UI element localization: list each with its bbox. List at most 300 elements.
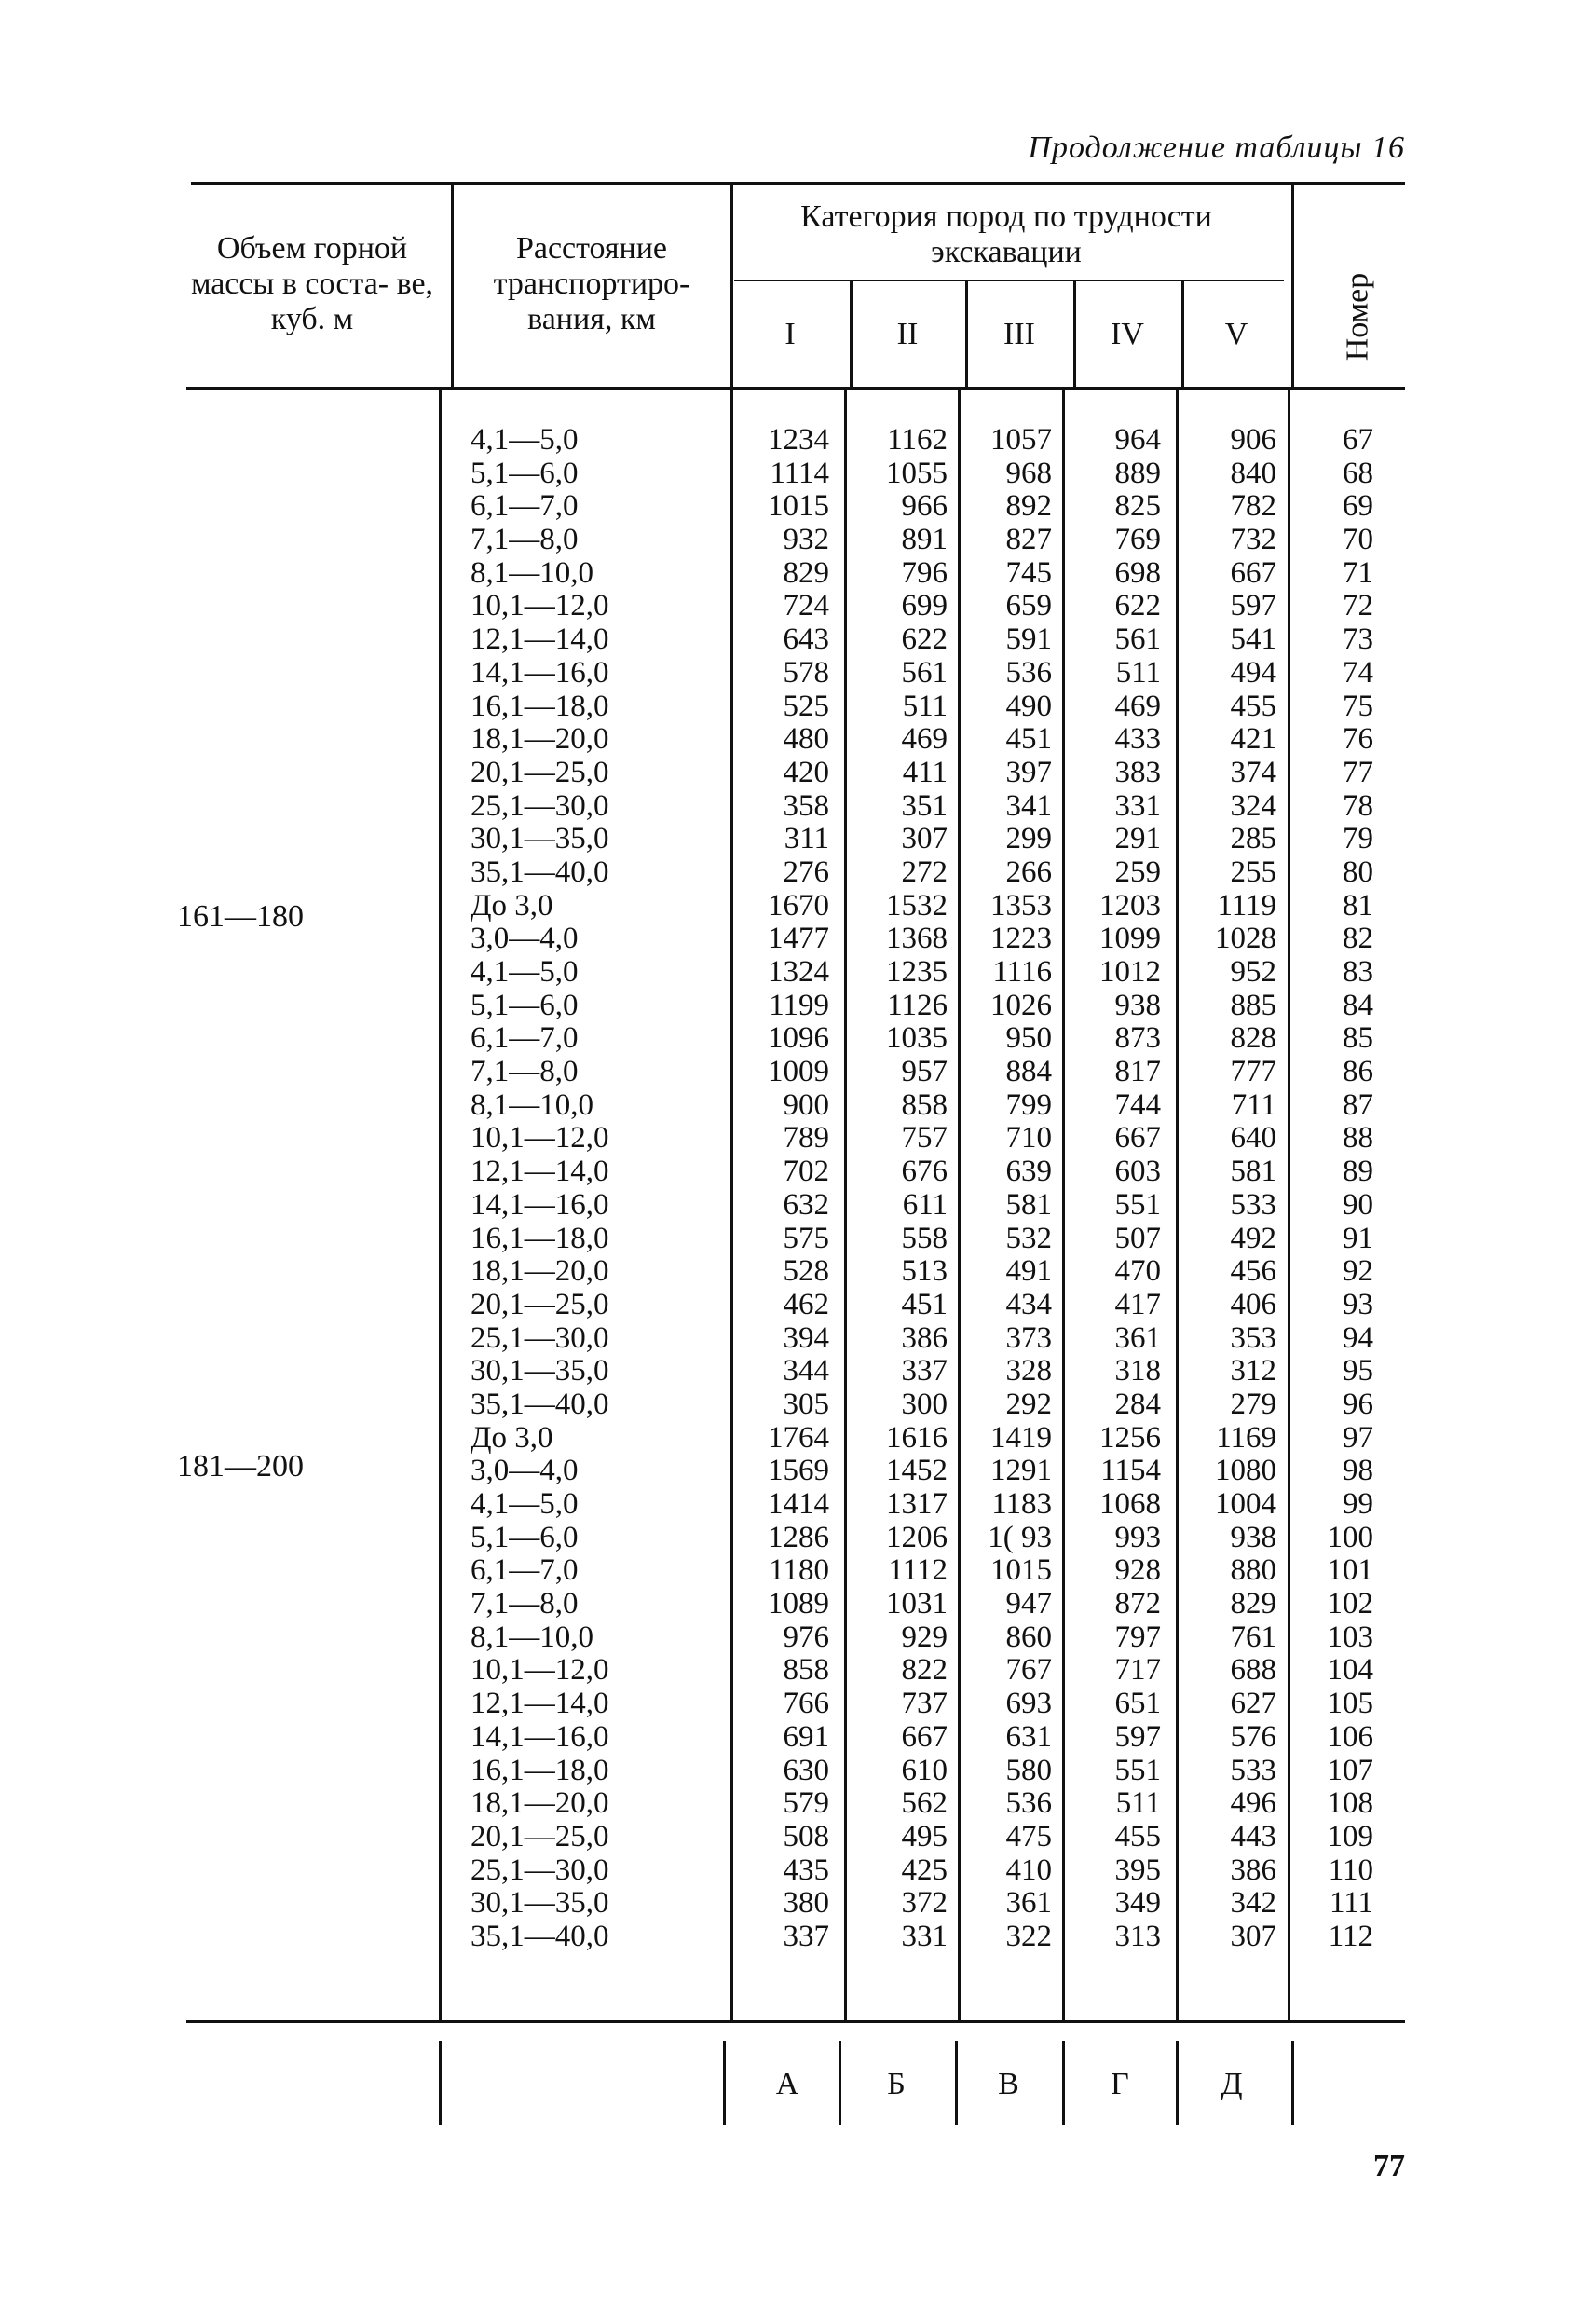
cat1-cell: 508 [783, 1819, 829, 1853]
cat5-cell: 443 [1230, 1819, 1276, 1853]
cat2-cell: 331 [901, 1919, 948, 1953]
cat4-cell: 993 [1114, 1520, 1161, 1554]
cat2-cell: 1235 [886, 955, 948, 989]
cat5-cell: 1028 [1215, 922, 1276, 956]
cat4-cell: 507 [1114, 1221, 1161, 1255]
cat5-cell: 828 [1230, 1021, 1276, 1056]
cat5-cell: 640 [1230, 1121, 1276, 1156]
cat5-cell: 533 [1230, 1753, 1276, 1787]
cat3-cell: 536 [1005, 1786, 1052, 1821]
cat5-cell: 761 [1230, 1620, 1276, 1654]
body-divider-5 [1062, 390, 1065, 2020]
cat3-cell: 639 [1005, 1155, 1052, 1189]
distances-cell: 8,1—10,0 [471, 1087, 593, 1122]
cat5-cell: 342 [1230, 1886, 1276, 1921]
cat5-cell: 312 [1230, 1354, 1276, 1388]
numbers-cell: 85 [1343, 1021, 1373, 1056]
cat3-cell: 947 [1005, 1587, 1052, 1621]
cat3-cell: 745 [1005, 555, 1052, 590]
cat3-cell: 1223 [990, 922, 1052, 956]
cat3-cell: 1015 [990, 1553, 1052, 1588]
numbers-cell: 109 [1327, 1819, 1373, 1853]
cat3-cell: 1419 [990, 1420, 1052, 1455]
distances-cell: 8,1—10,0 [471, 1620, 593, 1654]
category-5-column [1181, 424, 1276, 1954]
cat3-cell: 410 [1005, 1853, 1052, 1887]
cat3-cell: 328 [1005, 1354, 1052, 1388]
cat1-cell: 632 [783, 1187, 829, 1222]
cat2-cell: 1206 [886, 1520, 948, 1554]
numbers-cell: 107 [1327, 1753, 1373, 1787]
cat3-cell: 490 [1005, 689, 1052, 723]
header-divider-1 [451, 185, 454, 387]
cat5-cell: 576 [1230, 1719, 1276, 1754]
category-rule [734, 280, 1284, 281]
cat1-cell: 276 [783, 855, 829, 889]
numbers-cell: 102 [1327, 1587, 1373, 1621]
numbers-cell: 104 [1327, 1653, 1373, 1688]
cat1-cell: 337 [783, 1919, 829, 1953]
cat5-cell: 711 [1231, 1087, 1276, 1122]
numbers-cell: 77 [1343, 755, 1373, 789]
distances-cell: 4,1—5,0 [471, 423, 579, 457]
cat2-cell: 1368 [886, 922, 948, 956]
cat3-cell: 299 [1005, 822, 1052, 856]
header-category: Категория пород по трудности экскавации [800, 199, 1212, 269]
cat3-cell: 322 [1005, 1919, 1052, 1953]
cat4-cell: 470 [1114, 1254, 1161, 1289]
cat2-cell: 929 [901, 1620, 948, 1654]
cat3-cell: 292 [1005, 1387, 1052, 1421]
cat4-cell: 284 [1114, 1387, 1161, 1421]
numbers-cell: 100 [1327, 1520, 1373, 1554]
footer-divider-5 [1062, 2041, 1065, 2125]
header-bottom-rule [186, 387, 1405, 390]
body-divider-3 [844, 390, 847, 2020]
cat1-cell: 578 [783, 655, 829, 690]
cat2-cell: 891 [901, 523, 948, 557]
distances-cell: 16,1—18,0 [471, 1221, 609, 1255]
cat3-cell: 1291 [990, 1454, 1052, 1488]
cat2-cell: 1452 [886, 1454, 948, 1488]
cat3-cell: 532 [1005, 1221, 1052, 1255]
numbers-cell: 87 [1343, 1087, 1373, 1122]
cat4-cell: 561 [1114, 622, 1161, 657]
cat4-cell: 469 [1114, 689, 1161, 723]
cat1-cell: 789 [783, 1121, 829, 1156]
footer-divider-1 [439, 2041, 442, 2125]
cat1-cell: 766 [783, 1687, 829, 1721]
cat5-cell: 533 [1230, 1187, 1276, 1222]
cat4-cell: 603 [1114, 1155, 1161, 1189]
body-divider-2 [730, 390, 733, 2020]
category-2-column [850, 424, 948, 1954]
cat3-cell: 1353 [990, 888, 1052, 923]
page-number: 77 [1373, 2149, 1405, 2183]
cat2-cell: 1055 [886, 456, 948, 490]
distances-cell: 25,1—30,0 [471, 788, 609, 823]
cat2-cell: 511 [902, 689, 948, 723]
cat4-cell: 1099 [1099, 922, 1161, 956]
numbers-cell: 68 [1343, 456, 1373, 490]
distances-cell: 3,0—4,0 [471, 1454, 579, 1488]
cat4-cell: 1068 [1099, 1487, 1161, 1521]
cat2-cell: 307 [901, 822, 948, 856]
cat2-cell: 1112 [888, 1553, 948, 1588]
cat3-cell: 1183 [991, 1487, 1052, 1521]
cat3-cell: 591 [1005, 622, 1052, 657]
cat1-cell: 1286 [768, 1520, 829, 1554]
cat2-cell: 1126 [887, 988, 948, 1022]
cat1-cell: 691 [783, 1719, 829, 1754]
cat1-cell: 1670 [768, 888, 829, 923]
cat1-cell: 380 [783, 1886, 829, 1921]
cat3-cell: 892 [1005, 489, 1052, 524]
distances-cell: 7,1—8,0 [471, 1587, 579, 1621]
distances-cell: 5,1—6,0 [471, 456, 579, 490]
cat2-cell: 562 [901, 1786, 948, 1821]
cat5-cell: 906 [1230, 423, 1276, 457]
cat2-cell: 411 [902, 755, 948, 789]
cat4-cell: 417 [1114, 1287, 1161, 1321]
cat5-cell: 541 [1230, 622, 1276, 657]
numbers-cell: 111 [1329, 1886, 1373, 1921]
numbers-cell: 71 [1343, 555, 1373, 590]
cat2-cell: 1616 [886, 1420, 948, 1455]
cat1-cell: 829 [783, 555, 829, 590]
header-number [1316, 242, 1399, 391]
cat1-cell: 1324 [768, 955, 829, 989]
header-cat-4: IV [1111, 317, 1144, 351]
cat2-cell: 1532 [886, 888, 948, 923]
cat1-cell: 1414 [768, 1487, 829, 1521]
numbers-cell: 80 [1343, 855, 1373, 889]
cat3-cell: 451 [1005, 722, 1052, 757]
cat4-cell: 698 [1114, 555, 1161, 590]
numbers-cell: 83 [1343, 955, 1373, 989]
header-distance: Расстояние транспортиро- вания, км [493, 231, 690, 336]
distances-cell: 6,1—7,0 [471, 1553, 579, 1588]
numbers-cell: 72 [1343, 589, 1373, 623]
cat1-cell: 575 [783, 1221, 829, 1255]
distances-cell: 7,1—8,0 [471, 1055, 579, 1089]
numbers-cell: 78 [1343, 788, 1373, 823]
cat5-cell: 279 [1230, 1387, 1276, 1421]
numbers-cell: 84 [1343, 988, 1373, 1022]
header-number-label: Номер [1340, 272, 1375, 362]
cat4-cell: 1154 [1100, 1454, 1161, 1488]
cat3-cell: 693 [1005, 1687, 1052, 1721]
footer-divider-4 [955, 2041, 958, 2125]
numbers-cell: 98 [1343, 1454, 1373, 1488]
cat3-cell: 767 [1005, 1653, 1052, 1688]
cat2-cell: 337 [901, 1354, 948, 1388]
cat4-cell: 667 [1114, 1121, 1161, 1156]
numbers-cell: 92 [1343, 1254, 1373, 1289]
cat3-cell: 536 [1005, 655, 1052, 690]
cat5-cell: 627 [1230, 1687, 1276, 1721]
cat4-cell: 551 [1114, 1753, 1161, 1787]
cat3-cell: 860 [1005, 1620, 1052, 1654]
group-label-161-180: 161—180 [177, 899, 304, 934]
cat2-cell: 561 [901, 655, 948, 690]
cat1-cell: 1764 [768, 1420, 829, 1455]
cat5-cell: 952 [1230, 955, 1276, 989]
cat4-cell: 717 [1114, 1653, 1161, 1688]
cat1-cell: 976 [783, 1620, 829, 1654]
cat4-cell: 744 [1114, 1087, 1161, 1122]
cat3-cell: 950 [1005, 1021, 1052, 1056]
numbers-cell: 86 [1343, 1055, 1373, 1089]
cat2-cell: 757 [901, 1121, 948, 1156]
cat4-cell: 1012 [1099, 955, 1161, 989]
numbers-cell: 76 [1343, 722, 1373, 757]
header-volume: Объем горной массы в соста- ве, куб. м [190, 231, 434, 336]
distance-column [471, 424, 722, 1954]
header-cat-1: I [784, 317, 796, 351]
cat2-cell: 351 [901, 788, 948, 823]
distances-cell: 10,1—12,0 [471, 1121, 609, 1156]
cat3-cell: 968 [1005, 456, 1052, 490]
cat3-cell: 631 [1005, 1719, 1052, 1754]
numbers-cell: 75 [1343, 689, 1373, 723]
body-divider-4 [958, 390, 961, 2020]
cat4-cell: 313 [1114, 1919, 1161, 1953]
cat1-cell: 932 [783, 523, 829, 557]
cat2-cell: 495 [901, 1819, 948, 1853]
footer-divider-6 [1176, 2041, 1179, 2125]
cat1-cell: 643 [783, 622, 829, 657]
body-divider-1 [439, 390, 442, 2020]
cat3-cell: 434 [1005, 1287, 1052, 1321]
cat1-cell: 724 [783, 589, 829, 623]
cat4-cell: 873 [1114, 1021, 1161, 1056]
cat1-cell: 462 [783, 1287, 829, 1321]
cat5-cell: 840 [1230, 456, 1276, 490]
body-bottom-rule [186, 2020, 1405, 2023]
numbers-cell: 67 [1343, 423, 1373, 457]
cat3-cell: 266 [1005, 855, 1052, 889]
cat1-cell: 630 [783, 1753, 829, 1787]
cat1-cell: 1569 [768, 1454, 829, 1488]
cat5-cell: 782 [1230, 489, 1276, 524]
cat5-cell: 492 [1230, 1221, 1276, 1255]
footer-letter-d: Д [1221, 2067, 1243, 2101]
cat1-cell: 1199 [769, 988, 829, 1022]
cat4-cell: 889 [1114, 456, 1161, 490]
cat5-cell: 285 [1230, 822, 1276, 856]
cat4-cell: 1256 [1099, 1420, 1161, 1455]
distances-cell: До 3,0 [471, 1420, 553, 1455]
cat2-cell: 822 [901, 1653, 948, 1688]
cat2-cell: 858 [901, 1087, 948, 1122]
cat1-cell: 344 [783, 1354, 829, 1388]
distances-cell: 20,1—25,0 [471, 1819, 609, 1853]
cat1-cell: 1234 [768, 423, 829, 457]
distances-cell: 30,1—35,0 [471, 822, 609, 856]
header-cat-2: II [896, 317, 919, 351]
distances-cell: 20,1—25,0 [471, 755, 609, 789]
cat2-cell: 1035 [886, 1021, 948, 1056]
header-divider-2 [730, 185, 733, 387]
distances-cell: 14,1—16,0 [471, 655, 609, 690]
cat2-cell: 611 [902, 1187, 948, 1222]
cat4-cell: 964 [1114, 423, 1161, 457]
cat1-cell: 435 [783, 1853, 829, 1887]
cat2-cell: 1162 [887, 423, 948, 457]
cat2-cell: 667 [901, 1719, 948, 1754]
distances-cell: 14,1—16,0 [471, 1719, 609, 1754]
distances-cell: 5,1—6,0 [471, 988, 579, 1022]
cat3-cell: 659 [1005, 589, 1052, 623]
cat1-cell: 1009 [768, 1055, 829, 1089]
cat2-cell: 610 [901, 1753, 948, 1787]
cat1-cell: 1114 [770, 456, 829, 490]
cat1-cell: 528 [783, 1254, 829, 1289]
footer-divider-7 [1291, 2041, 1294, 2125]
cat2-cell: 1317 [886, 1487, 948, 1521]
cat4-cell: 511 [1115, 655, 1161, 690]
footer-letter-a: А [775, 2067, 799, 2101]
distances-cell: 5,1—6,0 [471, 1520, 579, 1554]
cat5-cell: 307 [1230, 1919, 1276, 1953]
cat4-cell: 938 [1114, 988, 1161, 1022]
header-cat-3: III [1003, 317, 1035, 351]
distances-cell: 3,0—4,0 [471, 922, 579, 956]
cat5-cell: 885 [1230, 988, 1276, 1022]
cat4-cell: 259 [1114, 855, 1161, 889]
cat3-cell: 710 [1005, 1121, 1052, 1156]
cat5-cell: 406 [1230, 1287, 1276, 1321]
footer-letter-g: Г [1111, 2067, 1129, 2101]
cat4-cell: 622 [1114, 589, 1161, 623]
distances-cell: 18,1—20,0 [471, 1786, 609, 1821]
cat3-cell: 799 [1005, 1087, 1052, 1122]
numbers-cell: 112 [1328, 1919, 1373, 1953]
cat1-cell: 420 [783, 755, 829, 789]
cat3-cell: 1026 [990, 988, 1052, 1022]
numbers-cell: 90 [1343, 1187, 1373, 1222]
cat2-cell: 957 [901, 1055, 948, 1089]
cat5-cell: 386 [1230, 1853, 1276, 1887]
cat1-cell: 1180 [769, 1553, 829, 1588]
numbers-cell: 108 [1327, 1786, 1373, 1821]
cat5-cell: 829 [1230, 1587, 1276, 1621]
distances-cell: 10,1—12,0 [471, 589, 609, 623]
distances-cell: 25,1—30,0 [471, 1320, 609, 1355]
cat5-cell: 1119 [1217, 888, 1276, 923]
cat5-cell: 938 [1230, 1520, 1276, 1554]
distances-cell: 7,1—8,0 [471, 523, 579, 557]
cat4-cell: 318 [1114, 1354, 1161, 1388]
distances-cell: 12,1—14,0 [471, 622, 609, 657]
cat4-cell: 825 [1114, 489, 1161, 524]
cat2-cell: 558 [901, 1221, 948, 1255]
cat5-cell: 353 [1230, 1320, 1276, 1355]
cat5-cell: 688 [1230, 1653, 1276, 1688]
numbers-cell: 79 [1343, 822, 1373, 856]
cat4-cell: 1203 [1099, 888, 1161, 923]
cat5-cell: 496 [1230, 1786, 1276, 1821]
cat5-cell: 494 [1230, 655, 1276, 690]
category-4-column [1068, 424, 1161, 1954]
numbers-cell: 70 [1343, 523, 1373, 557]
cat3-cell: 1057 [990, 423, 1052, 457]
cat5-cell: 732 [1230, 523, 1276, 557]
distances-cell: 35,1—40,0 [471, 855, 609, 889]
distances-cell: 6,1—7,0 [471, 1021, 579, 1056]
numbers-cell: 81 [1343, 888, 1373, 923]
footer-letter-b: Б [887, 2067, 906, 2101]
cat5-cell: 1169 [1216, 1420, 1276, 1455]
numbers-cell: 101 [1327, 1553, 1373, 1588]
cat2-cell: 300 [901, 1387, 948, 1421]
number-column [1295, 424, 1373, 1954]
distances-cell: 35,1—40,0 [471, 1387, 609, 1421]
numbers-cell: 105 [1327, 1687, 1373, 1721]
distances-cell: 12,1—14,0 [471, 1687, 609, 1721]
cat2-cell: 372 [901, 1886, 948, 1921]
distances-cell: 6,1—7,0 [471, 489, 579, 524]
cat1-cell: 1477 [768, 922, 829, 956]
cat1-cell: 525 [783, 689, 829, 723]
header-cat-5: V [1224, 317, 1248, 351]
cat3-cell: 580 [1005, 1753, 1052, 1787]
cat1-cell: 1096 [768, 1021, 829, 1056]
numbers-cell: 93 [1343, 1287, 1373, 1321]
cat3-cell: 491 [1005, 1254, 1052, 1289]
cat1-cell: 480 [783, 722, 829, 757]
cat4-cell: 395 [1114, 1853, 1161, 1887]
cat4-cell: 361 [1114, 1320, 1161, 1355]
group-label-181-200: 181—200 [177, 1449, 304, 1484]
distances-cell: 16,1—18,0 [471, 1753, 609, 1787]
cat5-cell: 455 [1230, 689, 1276, 723]
cat5-cell: 597 [1230, 589, 1276, 623]
top-rule [191, 182, 1405, 185]
cat2-cell: 469 [901, 722, 948, 757]
cat1-cell: 358 [783, 788, 829, 823]
numbers-cell: 89 [1343, 1155, 1373, 1189]
cat2-cell: 622 [901, 622, 948, 657]
cat1-cell: 1015 [768, 489, 829, 524]
body-divider-7 [1288, 390, 1290, 2020]
cat2-cell: 796 [901, 555, 948, 590]
body-divider-6 [1176, 390, 1179, 2020]
footer-letter-v: В [998, 2067, 1019, 2101]
distances-cell: 8,1—10,0 [471, 555, 593, 590]
cat2-cell: 1031 [886, 1587, 948, 1621]
cat1-cell: 858 [783, 1653, 829, 1688]
cat3-cell: 397 [1005, 755, 1052, 789]
cat4-cell: 872 [1114, 1587, 1161, 1621]
numbers-cell: 82 [1343, 922, 1373, 956]
distances-cell: 18,1—20,0 [471, 1254, 609, 1289]
numbers-cell: 95 [1343, 1354, 1373, 1388]
cat5-cell: 255 [1230, 855, 1276, 889]
cat1-cell: 900 [783, 1087, 829, 1122]
cat2-cell: 425 [901, 1853, 948, 1887]
distances-cell: 20,1—25,0 [471, 1287, 609, 1321]
cat3-cell: 475 [1005, 1819, 1052, 1853]
cat5-cell: 777 [1230, 1055, 1276, 1089]
cat4-cell: 597 [1114, 1719, 1161, 1754]
cat2-cell: 513 [901, 1254, 948, 1289]
cat1-cell: 305 [783, 1387, 829, 1421]
cat3-cell: 361 [1005, 1886, 1052, 1921]
cat4-cell: 511 [1115, 1786, 1161, 1821]
numbers-cell: 74 [1343, 655, 1373, 690]
